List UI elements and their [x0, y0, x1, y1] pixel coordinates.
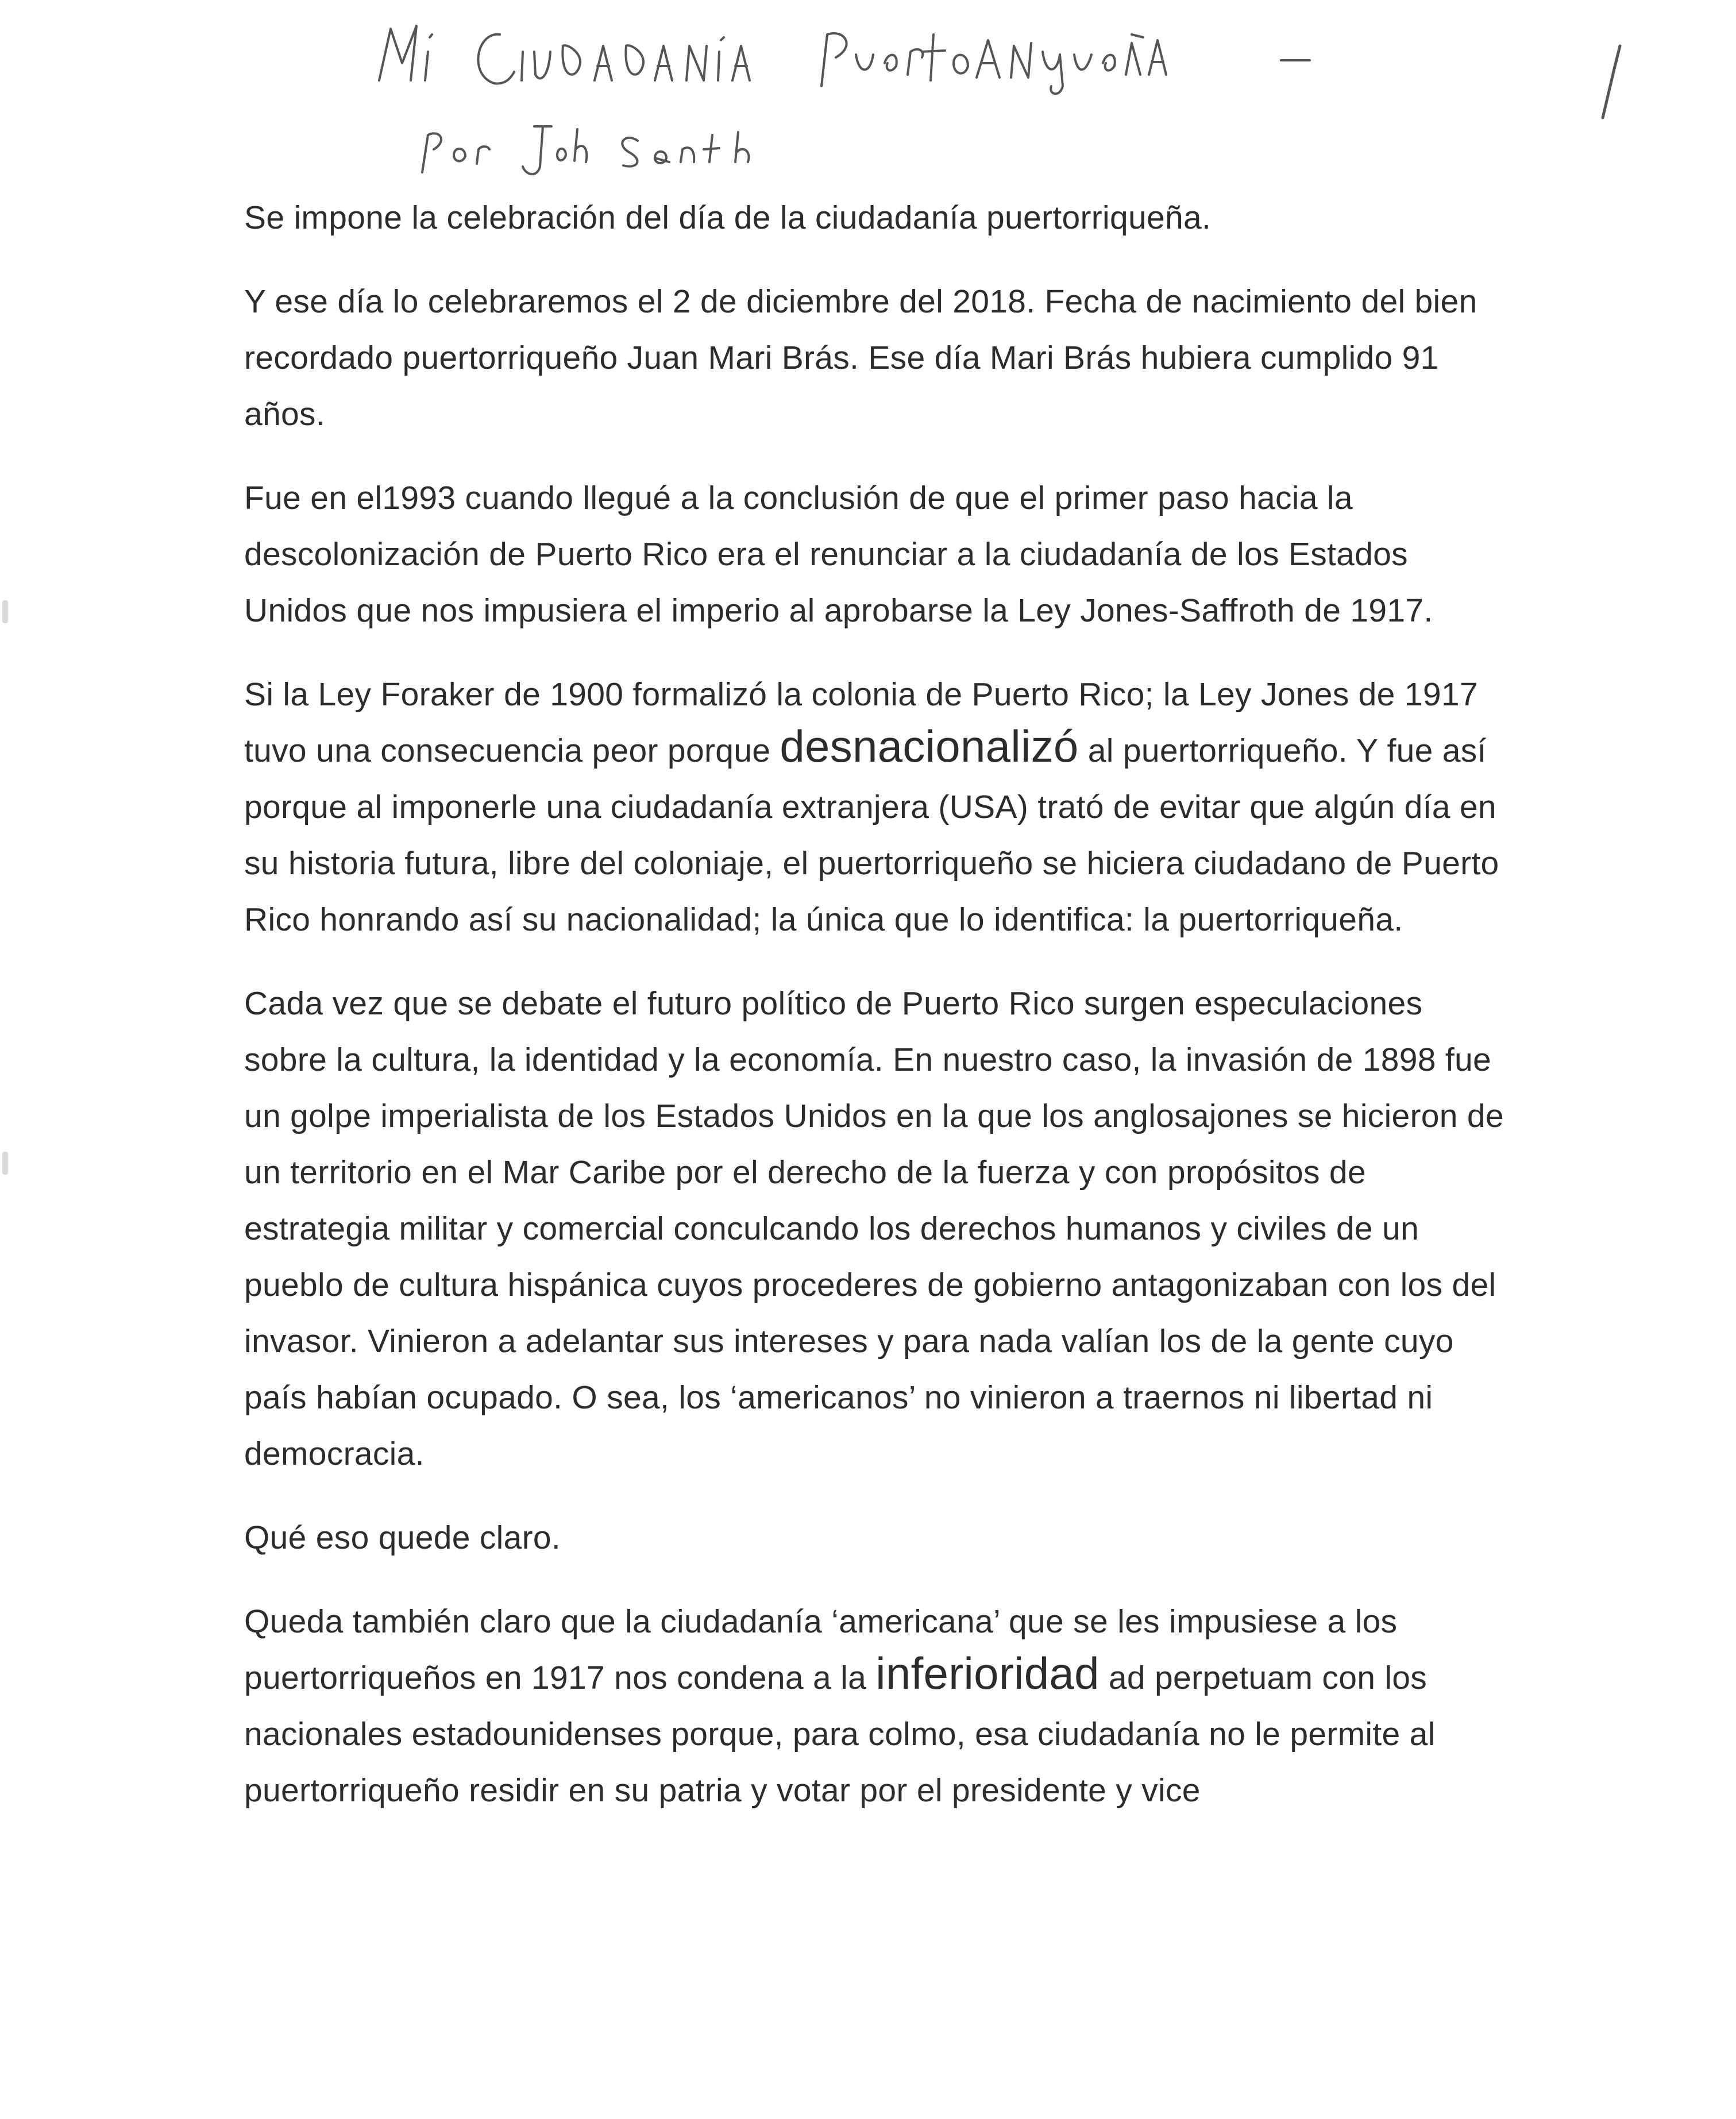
paragraph-4-text-after: al puertorriqueño. Y fue así porque al imponerle una ciudadanía extranjera (USA) trató de evitar que algún día en su historia futura, libre del coloniaje, el puertorriqueño se hiciera ciudadano de Puerto Rico honrando así su nacionalidad; la única que lo identifica: la puertorriqueña.	[244, 732, 1499, 938]
paragraph-4-text-before: Si la Ley Foraker de 1900 formalizó la colonia de Puerto Rico; la Ley Jones de 1917 tuvo una consecuencia peor porque	[244, 676, 1478, 769]
emphasized-word-inferioridad: inferioridad	[875, 1648, 1100, 1699]
paragraph-2: Y ese día lo celebraremos el 2 de diciembre del 2018. Fecha de nacimiento del bien recordado puertorriqueño Juan Mari Brás. Ese día Mari Brás hubiera cumplido 91 años.	[244, 283, 1477, 433]
scan-speck	[2, 600, 8, 623]
scan-speck	[2, 1152, 8, 1175]
handwritten-page-number	[1574, 40, 1643, 126]
paragraph-5: Cada vez que se debate el futuro político de Puerto Rico surgen especulaciones sobre la cultura, la identidad y la economía. En nuestro caso, la invasión de 1898 fue un golpe imperialista de los Estados Unidos en la que los anglosajones se hicieron de un territorio en el Mar Caribe por el derecho de la fuerza y con propósitos de estrategia militar y comercial conculcando los derechos humanos y civiles de un pueblo de cultura hispánica cuyos procederes de gobierno antagonizaban con los del invasor. Vinieron a adelantar sus intereses y para nada valían los de la gente cuyo país habían ocupado. O sea, los ‘americanos’ no vinieron a traernos ni libertad ni democracia.	[244, 985, 1504, 1472]
paragraph-7-text-before: Queda también claro que la ciudadanía ‘americana’ que se les impusiese a los puertorriqueños en 1917 nos condena a la	[244, 1603, 1398, 1696]
emphasized-word-desnacionalizo: desnacionalizó	[780, 721, 1079, 771]
paragraph-3: Fue en el1993 cuando llegué a la conclusión de que el primer paso hacia la descolonización de Puerto Rico era el renunciar a la ciudadanía de los Estados Unidos que nos impusiera el imperio al aprobarse la Ley Jones-Saffroth de 1917.	[244, 480, 1433, 629]
paragraph-4	[244, 666, 1508, 948]
paragraph-7	[244, 1593, 1508, 1819]
paragraph-6: Qué eso quede claro.	[244, 1519, 561, 1556]
paragraph-7-text-after: ad perpetuam con los nacionales estadounidenses porque, para colmo, esa ciudadanía no le permite al puertorriqueño residir en su patria y votar por el presidente y vice	[244, 1659, 1436, 1809]
handwritten-title-scribble	[368, 11, 1402, 184]
paragraph-1: Se impone la celebración del día de la ciudadanía puertorriqueña.	[244, 199, 1212, 236]
document-body	[244, 190, 1508, 1846]
